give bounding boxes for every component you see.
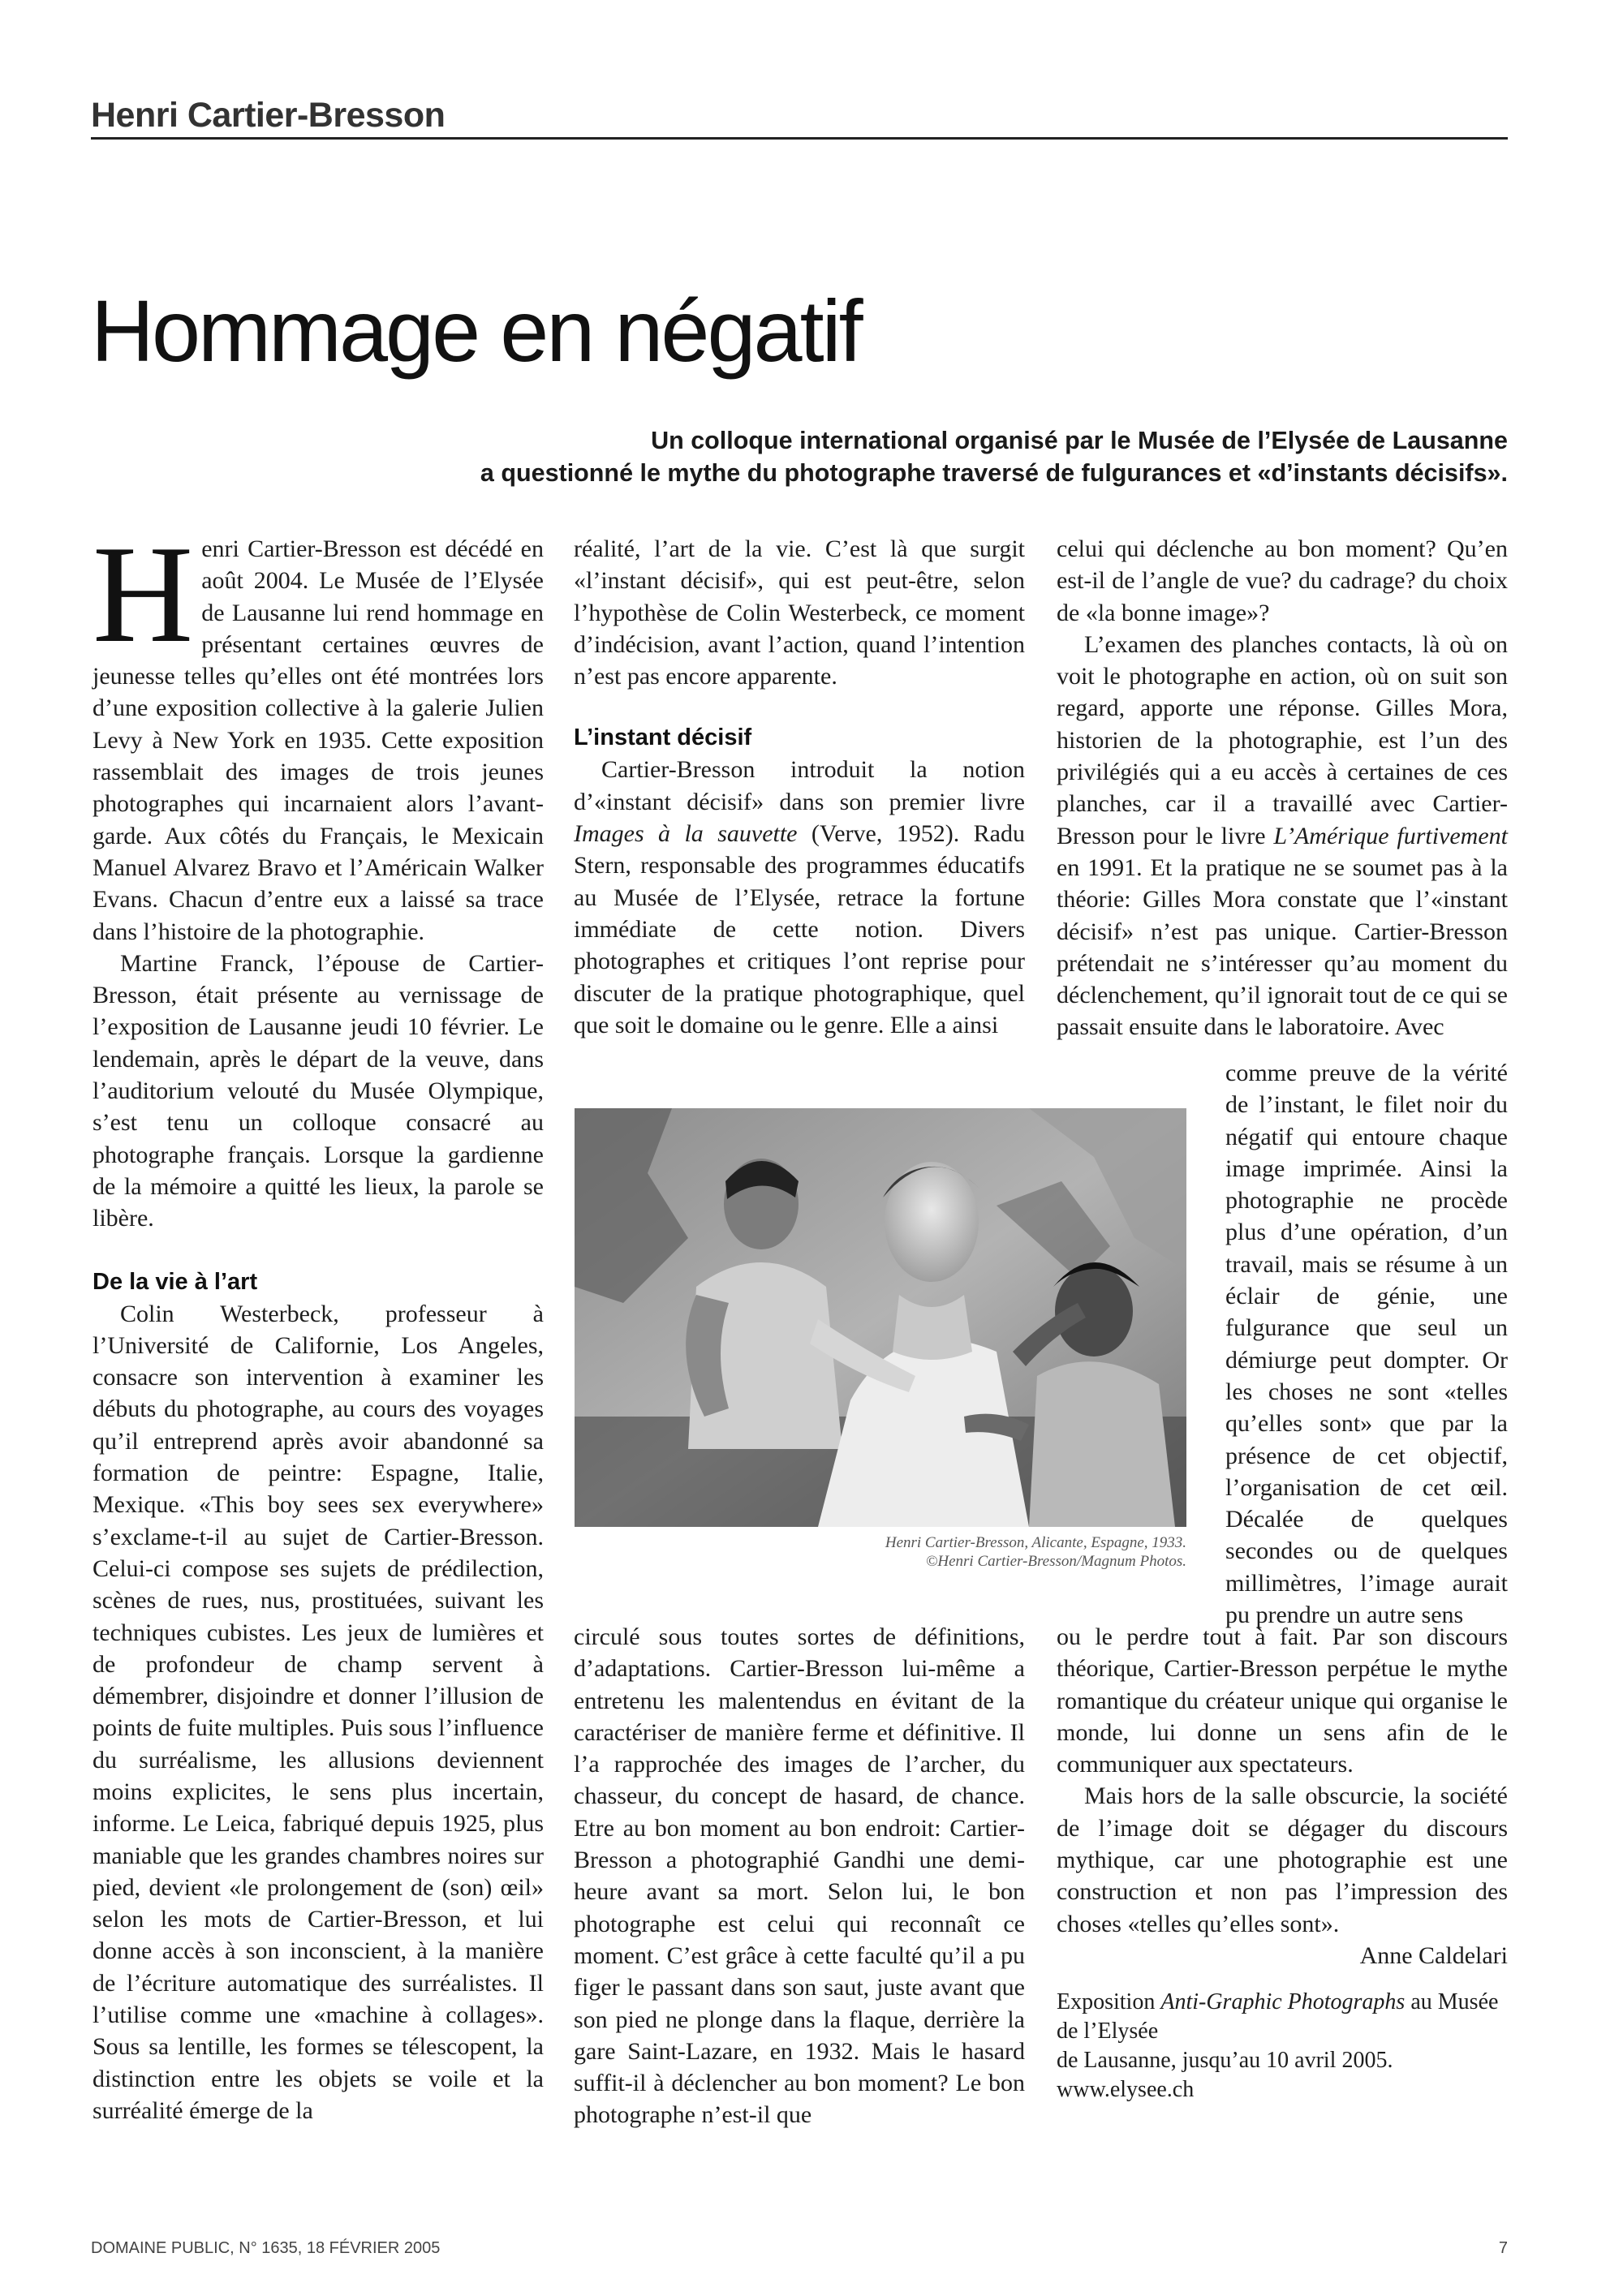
paragraph: circulé sous toutes sortes de définitions, d’adaptations. Cartier-Bresson lui-même a entretenu les malentendus en évitant de la caractériser de manière ferme et définitive. Il l’a rapprochée des images de l’archer, du chasseur, du concept de hasard, de chance. Etre au bon moment au bon endroit: Cartier-Bresson a photographié Gandhi une demi-heure avant sa mort. Selon lui, le bon photographe est celui qui reconnaît ce moment. C’est grâce à cette faculté qu’il a pu figer le passant dans son saut, juste avant que son pied ne plonge dans la flaque, derrière la gare Saint-Lazare, en 1932. Mais le hasard suffit-il à déclencher au bon moment? Le bon photographe n’est-il que bbox=[574, 1623, 1025, 2129]
book-title: L’Amérique furtivement bbox=[1273, 822, 1509, 849]
paragraph-text: (Verve, 1952). Radu Stern, responsable des programmes éducatifs au Musée de l’Elysée, retrace la fortune immédiate de cette notion. Divers photographes et critiques l’ont reprise pour discuter de la pratique photographique, quel que soit le domaine ou le genre. Elle a ainsi bbox=[574, 820, 1025, 1038]
section-heading: L’instant décisif bbox=[574, 724, 752, 751]
column-2-bottom bbox=[574, 1621, 1025, 2131]
column-1 bbox=[93, 518, 544, 2126]
column-2-top bbox=[574, 533, 1025, 1041]
exhibition-line-2: de Lausanne, jusqu’au 10 avril 2005. bbox=[1057, 2048, 1393, 2073]
caption-line-2: ©Henri Cartier-Bresson/Magnum Photos. bbox=[925, 1553, 1186, 1570]
publication-info: DOMAINE PUBLIC, N° 1635, 18 FÉVRIER 2005 bbox=[91, 2239, 441, 2257]
paragraph-text: en 1991. Et la pratique ne se soumet pas à la théorie: Gilles Mora constate que l’«instant décisif» n’est pas unique. Cartier-Bresson prétendait ne s’intéresser qu’au moment du déclenchement, qu’il ignorait tout de ce qui se passait ensuite dans le laboratoire. Avec bbox=[1057, 853, 1508, 1041]
paragraph: ou le perdre tout à fait. Par son discours théorique, Cartier-Bresson perpétue le mythe romantique du créateur unique qui organise le monde, lui donne un sens afin de le communiquer aux spectateurs. bbox=[1057, 1623, 1508, 1778]
paragraph-text: enri Cartier-Bresson est décédé en août 2004. Le Musée de l’Elysée de Lausanne lui rend hommage en présentant certaines œuvres de jeunesse telles qu’elles ont été montrées lors d’une exposition collective à la galerie Julien Levy à New York en 1935. Cette exposition rassemblait des images de trois jeunes photographes qui incarnaient alors l’avant-garde. Aux côtés du Français, le Mexicain Manuel Alvarez Bravo et l’Américain Walker Evans. Chacun d’entre eux a laissé sa trace dans l’histoire de la photographie. bbox=[93, 535, 544, 945]
paragraph: Martine Franck, l’épouse de Cartier-Bresson, était présente au vernissage de l’exposition de Lausanne jeudi 10 février. Le lendemain, après le départ de la veuve, dans l’auditorium velouté du Musée Olympique, s’est tenu un colloque consacré au photographe français. Lorsque la gardienne de la mémoire a quitté les lieux, la parole se libère. bbox=[93, 949, 544, 1232]
paragraph-text: Cartier-Bresson introduit la notion d’«instant décisif» dans son premier livre bbox=[574, 756, 1025, 815]
paragraph bbox=[1057, 629, 1508, 1043]
article-headline: Hommage en négatif bbox=[91, 282, 861, 381]
column-3-narrow bbox=[1225, 1057, 1508, 1631]
paragraph: Mais hors de la salle obscurcie, la société de l’image doit se dégager du discours mythique, car une photographie est une construction et non pas l’impression des choses «telles qu’elles sont». bbox=[1057, 1782, 1508, 1937]
drop-cap: H bbox=[93, 518, 194, 672]
deck-line-1: Un colloque international organisé par le Musée de l’Elysée de Lausanne bbox=[651, 427, 1508, 454]
paragraph bbox=[574, 754, 1025, 1041]
paragraph: réalité, l’art de la vie. C’est là que surgit «l’instant décisif», qui est peut-être, selon l’hypothèse de Colin Westerbeck, ce moment d’indécision, avant l’action, quand l’intention n’est pas encore apparente. bbox=[574, 535, 1025, 690]
photo-caption bbox=[575, 1533, 1186, 1571]
photo-illustration bbox=[575, 1108, 1186, 1527]
paragraph bbox=[93, 518, 544, 948]
book-title: Images à la sauvette bbox=[574, 820, 798, 848]
deck-line-2: a questionné le mythe du photographe traversé de fulgurances et «d’instants décisifs». bbox=[480, 458, 1508, 487]
exhibition-venue: au Musée de l’Elysée bbox=[1057, 1989, 1499, 2044]
column-3-top bbox=[1057, 533, 1508, 1043]
page-number: 7 bbox=[1498, 2239, 1508, 2257]
exhibition-title: Anti-Graphic Photographs bbox=[1160, 1989, 1406, 2014]
paragraph: Colin Westerbeck, professeur à l’Université de Californie, Los Angeles, consacre son intervention à examiner les débuts du photographe, au cours des voyages qu’il entreprend après avoir abandonné sa formation de peintre: Espagne, Italie, Mexique. «This boy sees sex everywhere» s’exclame-t-il au sujet de Cartier-Bresson. Celui-ci compose ses sujets de prédilection, scènes de rues, nus, prostituées, suivant les techniques cubistes. Les jeux de lumières et de profondeur de champ servent à démembrer, disjoindre et donner l’illusion de points de fuite multiples. Puis sous l’influence du surréalisme, les allusions deviennent moins explicites, le sens plus incertain, informe. Le Leica, fabriqué depuis 1925, plus maniable que les grandes chambres noires sur pied, devient «le prolongement de (son) œil» selon les mots de Cartier-Bresson, et lui donne accès à son inconscient, à la manière de l’écriture automatique des surréalistes. Il l’utilise comme une «machine à collages». Sous sa lentille, les formes se télescopent, la distinction entre les objets se voile et la surréalité émerge de la bbox=[93, 1300, 544, 2124]
page-footer bbox=[91, 2239, 1508, 2258]
author-signature: Anne Caldelari bbox=[1359, 1941, 1508, 1969]
paragraph-text: L’examen des planches contacts, là où on voit le photographe en action, où on suit son regard, apporte une réponse. Gilles Mora, historien de la photographie, est l’un des privilégiés qui a eu accès à certaines de ces planches, car il a travaillé avec Cartier-Bresson pour le livre bbox=[1057, 630, 1508, 849]
paragraph: comme preuve de la vérité de l’instant, le filet noir du négatif qui entoure chaque image imprimée. Ainsi la photographie ne procède plus d’une opération, d’un travail, mais se résume à un éclair de génie, une fulgurance que seul un démiurge peut dompter. Or les choses ne sont «telles qu’elles sont» que par la présence de cet objectif, l’organisation de cet œil. Décalée de quelques secondes ou de quelques millimètres, l’image aurait pu prendre un autre sens bbox=[1225, 1060, 1508, 1629]
column-3-bottom bbox=[1057, 1621, 1508, 1971]
paragraph: celui qui déclenche au bon moment? Qu’en est-il de l’angle de vue? du cadrage? du choix de «la bonne image»? bbox=[1057, 535, 1508, 626]
exhibition-url[interactable]: www.elysee.ch bbox=[1057, 2077, 1195, 2102]
exhibition-prefix: Exposition bbox=[1057, 1989, 1161, 2014]
photograph bbox=[575, 1108, 1186, 1527]
running-head: Henri Cartier-Bresson bbox=[91, 96, 1508, 140]
exhibition-info bbox=[1057, 1988, 1508, 2105]
section-heading: De la vie à l’art bbox=[93, 1268, 258, 1295]
exhibition-line-1 bbox=[1057, 1988, 1508, 2046]
article-deck bbox=[128, 425, 1508, 489]
caption-line-1: Henri Cartier-Bresson, Alicante, Espagne, 1933. bbox=[885, 1534, 1186, 1551]
